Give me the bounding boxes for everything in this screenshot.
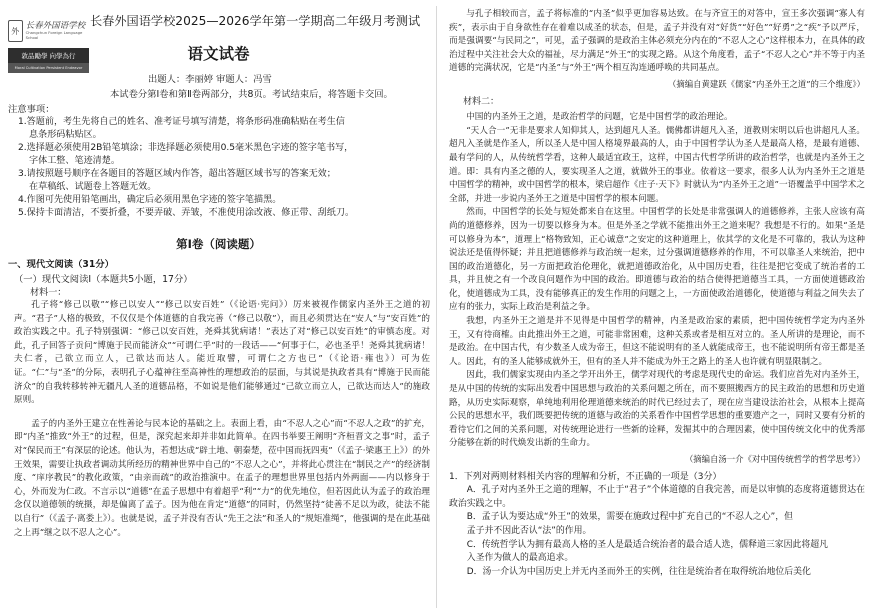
paragraph: 中国的内圣外王之道，是政治哲学的问题，它是中国哲学的政治理论。	[466, 112, 733, 123]
school-logo-en: Changchun Foreign Language School	[25, 30, 83, 41]
school-logo-text: 长春外国语学校	[25, 20, 86, 31]
school-motto: 敦品勵學 向學為行	[8, 48, 89, 64]
material-label: 材料二：	[463, 96, 500, 107]
paragraph: 我想，内圣外王之道是并不见得是中国哲学的精神，内圣是政治家的素质，把中国传统哲学定为内圣外王，又有待商榷。由此推出外王之道，可能非常困难，这种关系或者是相互对立的。圣人所讲的是理论，而不是政治。在中国古代，有少数圣人成为帝王，但这不能说明有的圣人就能成帝王，也不能说明所有帝王都是圣人。因此，有的圣人能够成就外王，但有的圣人并不能成为外王之路上的圣人也许就有明显限制之。	[449, 316, 865, 367]
notice-item: 1.答题前，考生先将自己的姓名、准考证号填写清楚，将条形码准确粘贴在考生信	[18, 117, 345, 127]
material-label: 材料一：	[30, 288, 67, 298]
notice-heading: 注意事项：	[8, 104, 55, 115]
paragraph: 孟子的内圣外王建立在性善论与民本论的基础之上。表面上看，由“不忍人之心”而“不忍人之政”的扩充，即“内圣”推致“外王”的过程，但是，深究起来却并非如此简单。在四书举要王阐明“齐桓晋文之事”时，孟子对“保民而王”有深层的论述。他认为，若想达成“辟土地、朝秦楚，莅中国而抚四夷”（《孟子·梁惠王上》）的外王效果，需要让执政者调动其所经历的精神世界中自己的“不忍人之心”，并将此心贯注在“制民之产”的经济制度、“庠序教民”的教化政策，“由亲而疏”的政治推演中。在孟子的理想世界里包括内外两面——内以修身于心，外而发为仁政。不言示以“道德”在孟子思想中有着超乎“利”“力”的优先地位，但若因此认为孟子的政治理念仅以道德领的统摄，却是偏离了孟子。因为他在肯定“道德”的同时，仍然坚持“徒善不足以为政，徒法不能以自行”（《孟子·离娄上》）。也就是说，孟子并没有否认“先王之法”和圣人的“规矩准绳”，他强调的是在此基础之上再“继之以不忍人之心”。	[14, 418, 430, 538]
answer-option: C．传统哲学认为拥有最高人格的圣人是最适合统治者的最合适人选，儒释道三家因此将超凡	[466, 539, 828, 550]
paper-title: 语文试卷	[187, 45, 250, 63]
notice-item: 5.保持卡面清洁，不要折叠，不要弄破、弄皱，不准使用涂改液、修正带、刮纸刀。	[18, 208, 355, 218]
right-body	[449, 8, 865, 579]
answer-option-cont: 孟子并不因此否认“法”的作用。	[466, 525, 592, 536]
school-motto-en: Moral Cultivation Persistent Endeavor	[8, 63, 89, 73]
exam-title: 长春外国语学校2025—2026学年第一学期高二年级月考测试	[90, 14, 421, 28]
notice-item-cont: 在草稿纸、试题卷上答题无效。	[29, 182, 157, 192]
answer-option: B．孟子认为要达成“外王”的效果，需要在施政过程中扩充自己的“不忍人之心”，但	[466, 512, 794, 523]
answer-option: A．孔子对内圣外王之道的理解，不止于“君子”个体道德的自我完善，而是以审慎的态度将道德贯达在政治实践之中。	[449, 485, 865, 509]
notice-item-cont: 字体工整、笔迹清楚。	[29, 156, 120, 166]
paragraph: 孔子将“修己以敬”“修己以安人”“修己以安百姓”（《论语·宪问》）厉来被视作儒家内圣外王之道的初声。“君子”人格的极致，不仅仅是个体道德的自我完善（“修己以敬”），而且必须贯达在“安人”与“安百姓”的政治实践之中。孔子特别强调：“修己以安百姓，尧舜其犹病诸！”表达了对“修己以安百姓”的审慎态度。对此，孔子回答子贡问“博施于民而能济众”“可谓仁乎”时的一段话——“何事于仁，必也圣乎！尧舜其犹病诸！夫仁者，己欲立而立人，己欲达而达人。能近取譬，可谓仁之方也已”（《论语·雍也》）可为佐证。“仁”与“圣”的分际，表明孔子心蕴神往至高神性的理想政治的层面，与其说是执政者具有“博施于民而能济众”的自我转移转神无疆凡人圣的道德品格，不如说是他们能够通过“己欲立而立人，己欲达而达人”的施政原则。	[14, 300, 430, 406]
right-column	[437, 0, 870, 614]
notice-item-cont: 息条形码粘贴区。	[29, 130, 102, 140]
section-title: 第Ⅰ卷（阅读题）	[176, 237, 261, 251]
notice-item: 3.请按照题号顺序在各题目的答题区域内作答，超出答题区域书写的答案无效；	[18, 169, 336, 179]
authors-line: 出题人：李丽婷 审题人：冯雪	[148, 74, 272, 85]
notice-list	[18, 116, 428, 220]
instructions-line: 本试卷分第Ⅰ卷和第Ⅱ卷两部分，共8页。考试结束后，将答题卡交回。	[110, 89, 393, 100]
paragraph: 与孔子相较而言，孟子将标准的“内圣”似乎更加容易达致。在与齐宣王的对答中，宣王多次强调“寡人有疾”，表示由于自身欲性存在着难以成圣的状态，但是，孟子并没有对“好货”“好色”“好勇”之“疾”予以严斥，而是强调要“与民同之”，可见，孟子强调的是政治主体必须充分内在的“不忍人之心”这样根本力，在具体的政治过程中关注社会大众的福祉，尽力满足“外王”的实现之路。从这个角度看，孟子“不忍人之心”并不等于内圣道德的完满状况，它是“内圣”与“外王”两个相互沟连通呼唤的共同基点。	[449, 9, 865, 74]
paragraph: “天人合一”无非是要求人知仰其人，达到超凡人圣。儒佛都讲超凡入圣，道教则宋明以后也讲超凡人圣。超凡入圣就是作圣人，所以圣人是中国人格境界最高的人，由于中国哲学认为圣人是最高人格，是最有道德、最有学问的人，从传统哲学看，这种人最适宜政王，这样，中国古代哲学所讲的政治哲学，也就是内圣外王之道。即：具有内圣之德的人，要实现圣人之道，就做外王的事业。依着这一要求，很多人认为内圣外王之道是中国哲学的精神，或中国哲学的根本，梁启超作《庄子·天下》时就认为“内圣外王之道”一语覆盖乎中国学术之全部，并进一步说内圣外王之道是中国哲学的根本问题。	[449, 125, 865, 204]
answer-option-cont: 入圣作为做人的最高追求。	[466, 553, 574, 564]
school-seal-icon: 外	[8, 20, 23, 42]
material1-body	[14, 299, 430, 540]
subpart-heading: （一）现代文阅读Ⅰ（本题共5小题，17分）	[14, 274, 193, 285]
source-citation: （摘编自黄建跃《儒家“内圣外王之道”的三个维度》）	[668, 78, 865, 89]
paragraph: 因此，我们儒家实现由内圣之学开出外王，儒学对现代的考虑是现代史的命运。我们应首先对内圣外王，是从中国的传统的实际出发看中国思想与政治的关系问题之所在，而不要照搬西方的民主政治的思想和历史道路，从历史实际观察，单纯地利用伦理道德来统治的时代已经过去了，现在应当建设法治社会，从根本上提高公民的思想水平，我们既要把传统的道德与政治的关系看作中国哲学思想的重要遗产之一，同时又要有分析的看待它们之间的关系问题，对传统理论进行一些新的诠释，发掘其中的合理因素，使中国传统文化中的优秀部分能够在新的时代焕发出新的生命力。	[449, 370, 865, 449]
paragraph: 然而，中国哲学的长处与短处都来自在这里。中国哲学的长处是非常强调人的道德修养，主张人应该有高尚的道德修养，因为一切要以修身为本。但是外圣之学就不能推出外王之道来呢？我想是不行的。如果“圣是可以修身为本”，道理上“格物致知，正心诚意”之安定的这种道理上，依其学的文化是不可靠的，我认为这种说法还是值得怀疑；并且把道德修养与政治统一起来，过分强调道德修养的作用，不可以靠圣人来统治，把中国的政治道德化，另一方面把政治伦理化，就把道德政治化，从中国历史看，往往是把它变成了统治者的工具，并且使之有一个改良问题作为中国的政治。即道德与政治的结合使得把道德当工具，一方面使道德政治化，使道德成为工具，没有能够真正的发生作用的问题之上，一方面使政治道德化，使道德与利益之间失去了应有的张力，实际上政治是利益之争。	[449, 207, 865, 313]
answer-option: D．汤一介认为中国历史上并无内圣而外王的实例，往往是统治者在取得统治地位后美化	[466, 566, 811, 577]
notice-item: 4.作图可先使用铅笔画出，确定后必须用黑色字迹的签字笔描黑。	[18, 195, 282, 205]
source-citation: （摘编自汤一介《对中国传统哲学的哲学思考》）	[684, 454, 865, 464]
notice-item: 2.选择题必须使用2B铅笔填涂；非选择题必须使用0.5毫米黑色字迹的签字笔书写，	[18, 143, 354, 153]
part-heading: 一、现代文阅读（31分）	[8, 259, 114, 270]
question-title: 1．下列对两则材料相关内容的理解和分析，不正确的一项是（3分）	[449, 471, 722, 482]
